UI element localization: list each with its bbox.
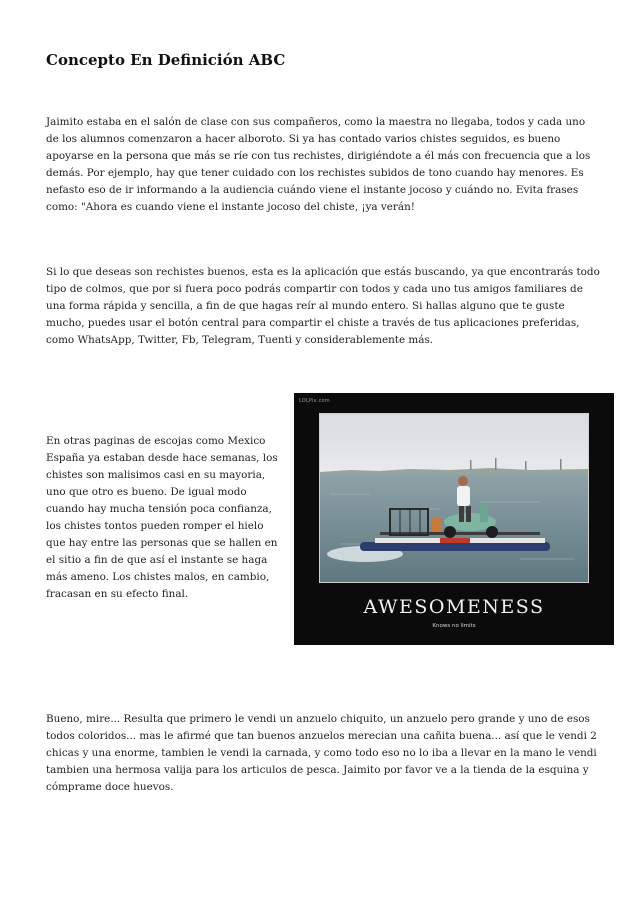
poster-subcaption: Knows no limits [432, 623, 476, 629]
paragraph-3: En otras paginas de escojas como Mexico España ya estaban desde hace semanas, los chistes son malisimos casi en su mayoria, uno que otro es bueno. De igual modo cuando hay mucha tensión poca confianza, los chistes tontos pueden romper el hielo que hay entre las personas que se hallen en el sitio a fin de que así el instante se haga más ameno. Los chistes malos, en cambio, fracasan en su efecto final. [46, 435, 278, 600]
poster-photo [319, 413, 589, 583]
poster-caption: AWESOMENESS [363, 596, 545, 618]
poster-brand-watermark: LOLPix.com [299, 398, 330, 404]
paragraph-4: Bueno, mire... Resulta que primero le vendi un anzuelo chiquito, un anzuelo pero grande y uno de esos todos coloridos... mas le afirmé que tan buenos anzuelos merecian una cañita buena... así que le vendi 2 chicas y una enorme, tambien le vendi la carnada, y como todo eso no lo iba a llevar en la mano le vendi tambien una hermosa valija para los articulos de pesca. Jaimito por favor ve a la tienda de la esquina y cómprame doce huevos. [46, 713, 597, 793]
paragraph-1: Jaimito estaba en el salón de clase con sus compañeros, como la maestra no llegaba, todos y cada uno de los alumnos comenzaron a hacer alboroto. Si ya has contado varios chistes seguidos, es bueno apoyarse en la persona que más se ríe con tus rechistes, dirigiéndote a él más con frecuencia que a los demás. Por ejemplo, hay que tener cuidado con los rechistes subidos de tono cuando hay menores. Es nefasto eso de ir informando a la audiencia cuándo viene el instante jocoso y cuándo no. Evita frases como: "Ahora es cuando viene el instante jocoso del chiste, ¡ya verán! [46, 116, 591, 213]
scooter-on-raft-photo [320, 414, 588, 582]
page-title: Concepto En Definición ABC [46, 51, 286, 69]
motivational-poster-image [294, 393, 614, 645]
paragraph-2: Si lo que deseas son rechistes buenos, esta es la aplicación que estás buscando, ya que encontrarás todo tipo de colmos, que por si fuera poco podrás compartir con todos y cada uno tus amigos familiares de una forma rápida y sencilla, a fin de que hagas reír al mundo entero. Si hallas alguno que te guste mucho, puedes usar el botón central para compartir el chiste a través de tus aplicaciones preferidas, como WhatsApp, Twitter, Fb, Telegram, Tuenti y considerablemente más. [46, 266, 600, 346]
